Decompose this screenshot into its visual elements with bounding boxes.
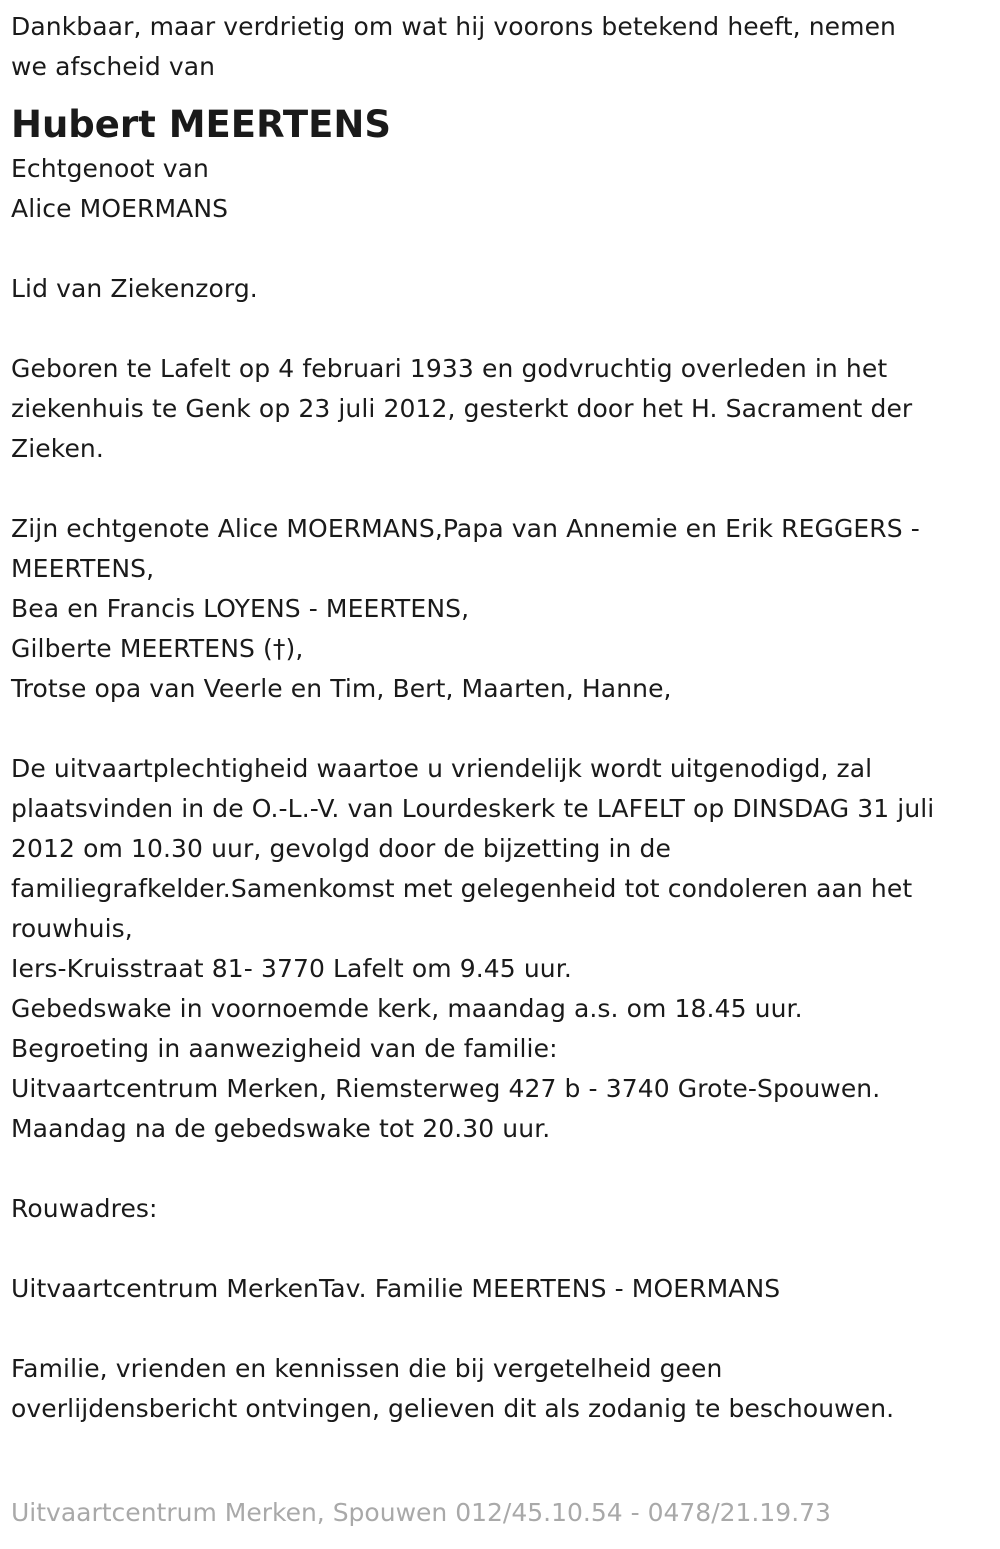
spacer (11, 1149, 989, 1189)
birth-death-line: Geboren te Lafelt op 4 februari 1933 en godvruchtig overleden in het (11, 354, 888, 383)
spouse-name: Alice MOERMANS (11, 194, 229, 223)
spacer (11, 469, 989, 509)
spacer (11, 309, 989, 349)
family-line: Gilberte MEERTENS (†), (11, 634, 304, 663)
mourning-address-value: Uitvaartcentrum MerkenTav. Familie MEERTENS - MOERMANS (11, 1274, 781, 1303)
family-line: Zijn echtgenote Alice MOERMANS,Papa van Annemie en Erik REGGERS - (11, 514, 920, 543)
funeral-line: familiegrafkelder.Samenkomst met gelegenheid tot condoleren aan het (11, 874, 913, 903)
birth-death-line: Zieken. (11, 434, 104, 463)
membership-text: Lid van Ziekenzorg. (11, 274, 258, 303)
spouse-label: Echtgenoot van (11, 154, 209, 183)
spacer (11, 709, 989, 749)
spacer (11, 229, 989, 269)
funeral-line: Maandag na de gebedswake tot 20.30 uur. (11, 1114, 551, 1143)
deceased-name: Hubert MEERTENS (11, 103, 392, 146)
funeral-line: 2012 om 10.30 uur, gevolgd door de bijzetting in de (11, 834, 671, 863)
funeral-home-footer: Uitvaartcentrum Merken, Spouwen 012/45.10.54 - 0478/21.19.73 (11, 1498, 831, 1527)
funeral-line: Gebedswake in voornoemde kerk, maandag a.s. om 18.45 uur. (11, 994, 803, 1023)
birth-death-line: ziekenhuis te Genk op 23 juli 2012, gesterkt door het H. Sacrament der (11, 394, 913, 423)
spacer (11, 1309, 989, 1349)
family-line: Bea en Francis LOYENS - MEERTENS, (11, 594, 470, 623)
mourning-address-label: Rouwadres: (11, 1194, 158, 1223)
funeral-line: De uitvaartplechtigheid waartoe u vriendelijk wordt uitgenodigd, zal (11, 754, 873, 783)
family-line: Trotse opa van Veerle en Tim, Bert, Maarten, Hanne, (11, 674, 672, 703)
funeral-line: Iers-Kruisstraat 81- 3770 Lafelt om 9.45 uur. (11, 954, 572, 983)
funeral-line: plaatsvinden in de O.-L.-V. van Lourdeskerk te LAFELT op DINSDAG 31 juli (11, 794, 935, 823)
notice-line: overlijdensbericht ontvingen, gelieven dit als zodanig te beschouwen. (11, 1394, 895, 1423)
spacer (11, 1229, 989, 1269)
notice-line: Familie, vrienden en kennissen die bij vergetelheid geen (11, 1354, 723, 1383)
intro-line-2: we afscheid van (11, 52, 216, 81)
funeral-line: rouwhuis, (11, 914, 133, 943)
family-line: MEERTENS, (11, 554, 155, 583)
funeral-line: Begroeting in aanwezigheid van de familie: (11, 1034, 558, 1063)
funeral-line: Uitvaartcentrum Merken, Riemsterweg 427 b - 3740 Grote-Spouwen. (11, 1074, 881, 1103)
intro-line-1: Dankbaar, maar verdrietig om wat hij voorons betekend heeft, nemen (11, 12, 896, 41)
